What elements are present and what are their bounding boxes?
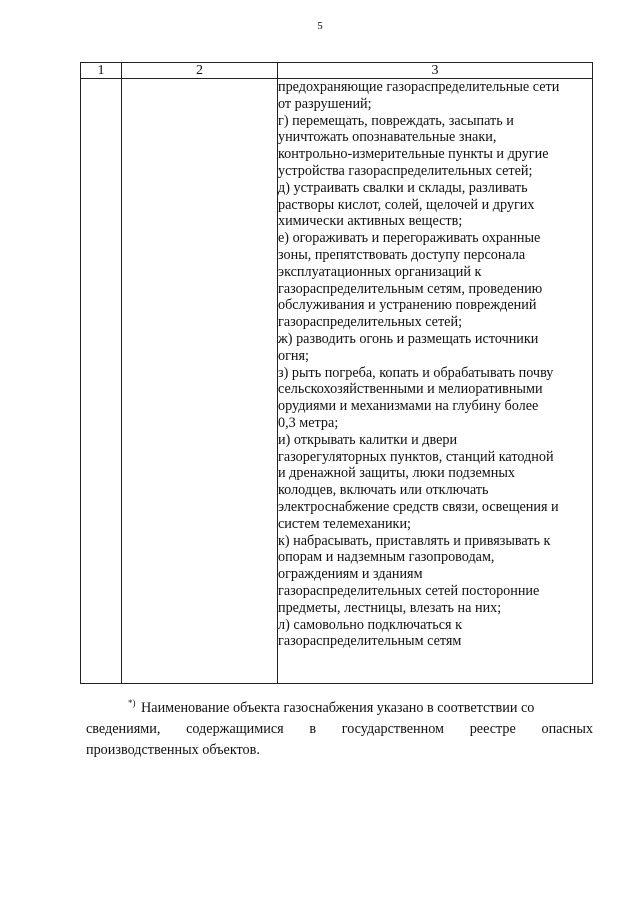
text-line: огня; xyxy=(278,347,309,364)
text-line: газорегуляторных пунктов, станций катодной xyxy=(278,448,554,465)
text-line: электроснабжение средств связи, освещения и xyxy=(278,498,559,515)
text-line: химически активных веществ; xyxy=(278,213,463,230)
footnote-line-2: сведениями, содержащимися в государственном реестре опасных xyxy=(86,721,593,737)
footnote-line-3: производственных объектов. xyxy=(86,742,260,758)
text-line: орудиями и механизмами на глубину более xyxy=(278,398,539,415)
table-row xyxy=(81,79,593,684)
footnote-marker: *) xyxy=(128,698,136,708)
page-number: 5 xyxy=(317,20,323,32)
text-line: 0,3 метра; xyxy=(278,414,339,431)
text-line: устройства газораспределительных сетей; xyxy=(278,162,533,179)
text-line: сельскохозяйственными и мелиоративными xyxy=(278,381,543,398)
text-line: зоны, препятствовать доступу персонала xyxy=(278,246,526,263)
text-line: от разрушений; xyxy=(278,95,372,112)
text-line: предохраняющие газораспределительные сети xyxy=(278,79,560,95)
footnote-line-1 xyxy=(86,693,593,719)
text-line: эксплуатационных организаций к xyxy=(278,263,482,280)
text-line: газораспределительных сетей; xyxy=(278,314,463,331)
text-line: колодцев, включать или отключать xyxy=(278,482,489,499)
text-line: контрольно-измерительные пункты и другие xyxy=(278,146,549,163)
text-line: систем телемеханики; xyxy=(278,515,411,532)
text-line: г) перемещать, повреждать, засыпать и xyxy=(278,112,514,129)
text-line: уничтожать опознавательные знаки, xyxy=(278,129,497,146)
footnote-text-1: Наименование объекта газоснабжения указано в соответствии со xyxy=(141,700,535,716)
text-line: газораспределительным сетям, проведению xyxy=(278,280,543,297)
table-header-row xyxy=(81,63,593,79)
document-table xyxy=(80,62,593,684)
text-line: растворы кислот, солей, щелочей и других xyxy=(278,196,535,213)
column-header-3: 3 xyxy=(278,63,593,79)
text-line: з) рыть погреба, копать и обрабатывать почву xyxy=(278,364,554,381)
text-line: ж) разводить огонь и размещать источники xyxy=(278,330,539,347)
text-line: предметы, лестницы, влезать на них; xyxy=(278,599,502,616)
text-line: ограждениям и зданиям xyxy=(278,566,423,583)
text-line: и) открывать калитки и двери xyxy=(278,431,458,448)
footnote xyxy=(86,693,593,761)
text-line: газораспределительных сетей посторонние xyxy=(278,582,540,599)
column-header-2: 2 xyxy=(122,63,278,79)
text-line: газораспределительным сетям xyxy=(278,633,462,650)
text-line: обслуживания и устранению повреждений xyxy=(278,297,537,314)
text-line: опорам и надземным газопроводам, xyxy=(278,549,495,566)
text-line: е) огораживать и перегораживать охранные xyxy=(278,230,541,247)
table-cell-col2 xyxy=(122,79,278,684)
column-header-1: 1 xyxy=(81,63,122,79)
text-line: к) набрасывать, приставлять и привязывать к xyxy=(278,532,551,549)
table-cell-col1 xyxy=(81,79,122,684)
table-cell-col3 xyxy=(278,79,593,684)
text-line: л) самовольно подключаться к xyxy=(278,616,463,633)
text-line: и дренажной защиты, люки подземных xyxy=(278,465,515,482)
text-line: д) устраивать свалки и склады, разливать xyxy=(278,179,528,196)
